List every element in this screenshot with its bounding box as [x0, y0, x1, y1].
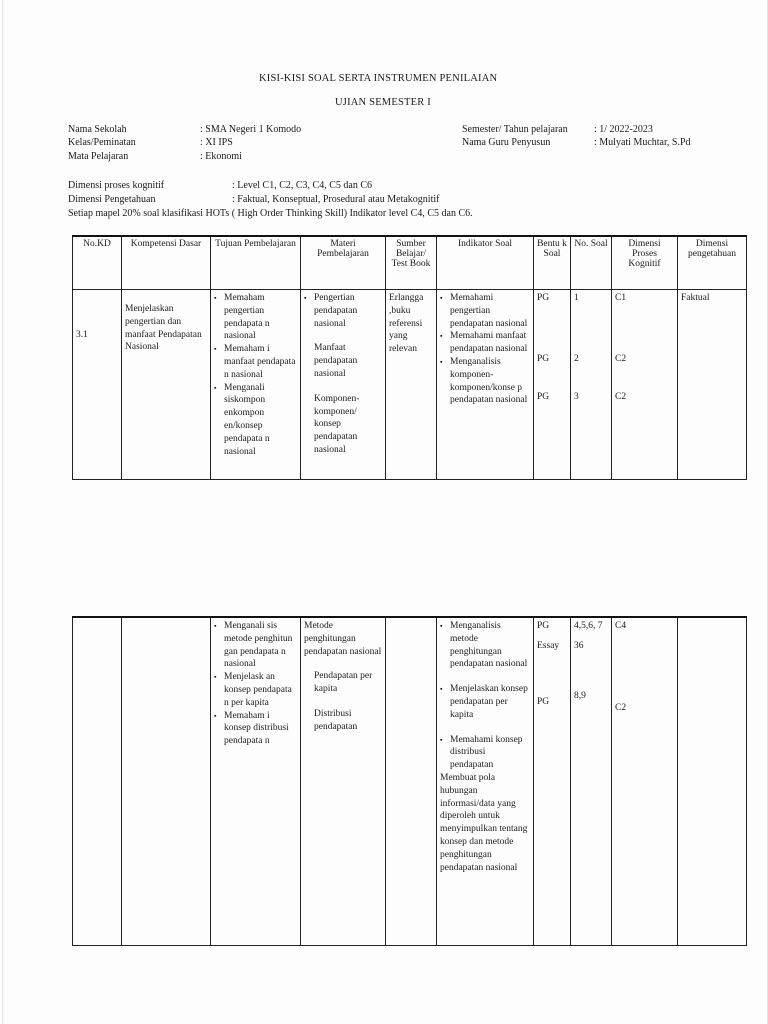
list-item: ▪ Menganali siskompon enkompon en/konsep pendapata n nasional	[214, 382, 270, 457]
table-header-row	[73, 236, 747, 290]
list-item: ▪ Memaham pengertian pendapata n nasional	[214, 293, 270, 342]
cell-tujuan	[211, 290, 301, 480]
list-item: ▪ Memahami manfaat pendapatan nasional	[440, 331, 528, 355]
cell-tujuan	[211, 617, 301, 946]
header-materi: Materi Pembelajaran	[301, 236, 386, 290]
info-value-kelas: : XI IPS	[200, 137, 233, 148]
document-page	[2, 0, 768, 1024]
list-item: ▪ Menganalisis metode penghitungan pendapatan nasional	[440, 621, 528, 670]
info-label-sekolah: Nama Sekolah	[68, 124, 127, 135]
cell-pengetahuan: Faktual	[678, 290, 747, 480]
cell-kd: Menjelaskan pengertian dan manfaat Pendapatan Nasional	[122, 290, 211, 480]
dim-value-pengetahuan: : Faktual, Konseptual, Prosedural atau Metakognitif	[232, 194, 440, 205]
list-item: ▪ Menjelask an konsep pendapata n per kapita	[214, 672, 292, 708]
cell-no: 1 2 3	[571, 290, 612, 480]
header-tujuan: Tujuan Pembelajaran	[211, 236, 301, 290]
header-bentuk: Bentu k Soal	[534, 236, 571, 290]
cell-nokd: 3.1	[73, 290, 122, 480]
cell-bentuk: PG Essay PG	[534, 617, 571, 946]
kisi-table-2	[72, 616, 747, 946]
header-proses: Dimensi Proses Kognitif	[612, 236, 678, 290]
list-item: ▪ Menganali sis metode penghitun gan pendapata n nasional	[214, 621, 293, 670]
cell-pengetahuan	[678, 617, 747, 946]
table-row	[73, 290, 747, 480]
list-item: Manfaat pendapatan nasional	[314, 343, 358, 379]
cell-indikator	[437, 290, 534, 480]
info-value-sekolah: : SMA Negeri 1 Komodo	[200, 124, 302, 135]
header-kd: Kompetensi Dasar	[122, 236, 211, 290]
list-item: ▪ Memaham i manfaat pendapata n nasional	[214, 344, 296, 380]
table-row	[73, 617, 747, 946]
list-item: ▪ Menjelaskan konsep pendapatan per kapita	[440, 684, 528, 720]
info-label-semester: Semester/ Tahun pelajaran	[462, 124, 568, 135]
info-label-guru: Nama Guru Penyusun	[462, 137, 551, 148]
dim-value-kognitif: : Level C1, C2, C3, C4, C5 dan C6	[232, 180, 372, 191]
info-value-semester: : 1/ 2022-2023	[594, 124, 653, 135]
dim-label-kognitif: Dimensi proses kognitif	[68, 180, 165, 191]
cell-materi: Metode penghitungan pendapatan nasional Pendapatan per kapita Distribusi pendapatan	[301, 617, 386, 946]
cell-indikator	[437, 617, 534, 946]
kisi-table-1	[72, 235, 747, 480]
header-indikator: Indikator Soal	[437, 236, 534, 290]
cell-sumber	[386, 617, 437, 946]
cell-sumber: Erlangga ,buku referensi yang relevan	[386, 290, 437, 480]
list-item: Komponen-komponen/ konsep pendapatan nasional	[314, 393, 360, 455]
info-value-guru: : Mulyati Muchtar, S.Pd	[594, 137, 691, 148]
dim-label-pengetahuan: Dimensi Pengetahuan	[68, 194, 156, 205]
list-item: ▪ Pengertian pendapatan nasional	[304, 293, 358, 329]
list-item: ▪ Memahami konsep distribusi pendapatan	[440, 734, 523, 771]
info-label-mapel: Mata Pelajaran	[68, 151, 129, 162]
header-pengetahuan: Dimensi pengetahuan	[678, 236, 747, 290]
list-item: ▪ Memahami pengertian pendapatan nasional	[440, 293, 528, 329]
info-label-kelas: Kelas/Peminatan	[68, 137, 136, 148]
list-item: ▪ Memaham i konsep distribusi pendapata n	[214, 710, 289, 747]
cell-materi	[301, 290, 386, 480]
document-subtitle: UJIAN SEMESTER I	[335, 97, 431, 108]
list-item: ▪ Menganalisis komponen-komponen/konse p pendapatan nasional	[440, 356, 528, 406]
hots-note: Setiap mapel 20% soal klasifikasi HOTs ( High Order Thinking Skill) Indikator level C4, C5 dan C6.	[68, 208, 473, 219]
indikator-extra: Membuat pola hubungan informasi/data yang diperoleh untuk menyimpulkan tentang konsep dan metode penghitungan pendapatan nasional	[440, 772, 528, 873]
info-value-mapel: : Ekonomi	[200, 151, 242, 162]
header-no: No. Soal	[571, 236, 612, 290]
cell-proses: C1 C2 C2	[612, 290, 678, 480]
cell-no: 4,5,6, 7 36 8,9	[571, 617, 612, 946]
header-sumber: Sumber Belajar/ Test Book	[386, 236, 437, 290]
cell-nokd	[73, 617, 122, 946]
cell-bentuk: PG PG PG	[534, 290, 571, 480]
list-item: Pendapatan per kapita	[314, 671, 373, 695]
cell-proses: C4 C2	[612, 617, 678, 946]
header-nokd: No.KD	[73, 236, 122, 290]
list-item: Distribusi pendapatan	[314, 708, 358, 732]
cell-kd	[122, 617, 211, 946]
document-title: KISI-KISI SOAL SERTA INSTRUMEN PENILAIAN	[259, 73, 498, 84]
